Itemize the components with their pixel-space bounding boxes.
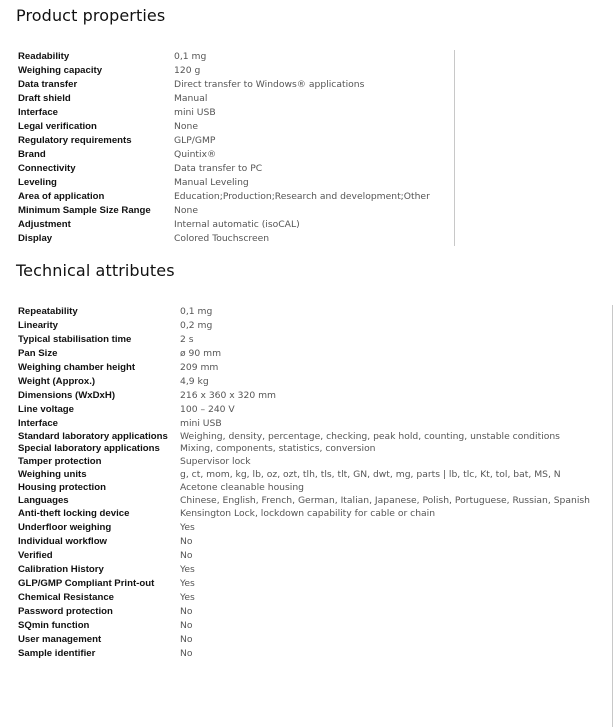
property-value: mini USB	[174, 107, 216, 118]
attribute-label: Dimensions (WxDxH)	[18, 390, 116, 401]
attribute-label: Sample identifier	[18, 648, 96, 659]
attribute-label: User management	[18, 634, 102, 645]
attribute-label: Line voltage	[18, 404, 74, 415]
property-value: GLP/GMP	[174, 135, 216, 146]
table-row	[18, 605, 606, 619]
attribute-label: Weighing chamber height	[18, 362, 136, 373]
table-row	[18, 591, 606, 605]
attribute-label: Calibration History	[18, 564, 104, 575]
attribute-label: Pan Size	[18, 348, 58, 359]
table-row	[18, 120, 454, 134]
table-row	[18, 305, 606, 319]
table-row	[18, 148, 454, 162]
product-table-divider	[454, 50, 455, 246]
attribute-label: Underfloor weighing	[18, 522, 112, 533]
table-row	[18, 577, 606, 591]
table-row	[18, 176, 454, 190]
attribute-label: Languages	[18, 495, 69, 506]
attribute-value: g, ct, mom, kg, lb, oz, ozt, tlh, tls, tlt, GN, dwt, mg, parts | lb, tlc, Kt, tol, bat, MS, N	[180, 469, 561, 481]
attribute-value: No	[180, 536, 193, 547]
attribute-label: Individual workflow	[18, 536, 108, 547]
attribute-label: Standard laboratory applications	[18, 431, 168, 442]
table-row	[18, 507, 606, 521]
table-row	[18, 204, 454, 218]
attribute-value: Yes	[180, 592, 195, 603]
table-row	[18, 232, 454, 246]
attribute-label: Weighing units	[18, 469, 87, 480]
table-row	[18, 521, 606, 535]
table-row	[18, 64, 454, 78]
attribute-value: No	[180, 550, 193, 561]
property-label: Leveling	[18, 177, 57, 188]
attribute-value: Chinese, English, French, German, Italian, Japanese, Polish, Portuguese, Russian, Spanish	[180, 495, 590, 507]
property-value: 0,1 mg	[174, 51, 207, 62]
attribute-label: SQmin function	[18, 620, 90, 631]
table-row	[18, 319, 606, 333]
property-label: Data transfer	[18, 79, 78, 90]
attribute-value: Mixing, components, statistics, conversion	[180, 443, 376, 455]
table-row	[18, 389, 606, 403]
product-properties-table	[18, 50, 454, 246]
attribute-label: Housing protection	[18, 482, 106, 493]
attribute-value: No	[180, 606, 193, 617]
attribute-label: Verified	[18, 550, 53, 561]
table-row	[18, 403, 606, 417]
attribute-value: 4,9 kg	[180, 376, 209, 387]
table-row	[18, 375, 606, 389]
table-row	[18, 106, 454, 120]
attribute-value: 0,1 mg	[180, 306, 213, 317]
table-row	[18, 50, 454, 64]
attribute-value: No	[180, 648, 193, 659]
attribute-value: Acetone cleanable housing	[180, 482, 305, 493]
table-row	[18, 495, 606, 507]
property-label: Area of application	[18, 191, 105, 202]
property-value: Colored Touchscreen	[174, 233, 270, 244]
technical-attributes-table	[18, 305, 606, 661]
property-label: Connectivity	[18, 163, 76, 174]
attribute-value: Supervisor lock	[180, 456, 251, 467]
table-row	[18, 162, 454, 176]
table-row	[18, 431, 606, 443]
attribute-value: 0,2 mg	[180, 320, 213, 331]
property-value: None	[174, 205, 198, 216]
attribute-value: No	[180, 634, 193, 645]
attribute-value: No	[180, 620, 193, 631]
property-label: Weighing capacity	[18, 65, 103, 76]
attribute-label: Anti-theft locking device	[18, 508, 130, 519]
property-label: Regulatory requirements	[18, 135, 132, 146]
table-row	[18, 134, 454, 148]
attribute-value: 2 s	[180, 334, 194, 345]
attribute-value: Yes	[180, 578, 195, 589]
attribute-value: Weighing, density, percentage, checking, peak hold, counting, unstable conditions	[180, 431, 560, 443]
table-row	[18, 535, 606, 549]
table-row	[18, 443, 606, 455]
table-row	[18, 333, 606, 347]
table-row	[18, 549, 606, 563]
technical-table-divider	[612, 305, 613, 727]
table-row	[18, 455, 606, 469]
table-row	[18, 347, 606, 361]
attribute-value: Yes	[180, 564, 195, 575]
property-label: Brand	[18, 149, 46, 160]
property-value: Manual	[174, 93, 208, 104]
table-row	[18, 647, 606, 661]
property-value: Data transfer to PC	[174, 163, 263, 174]
attribute-label: Chemical Resistance	[18, 592, 114, 603]
attribute-value: ø 90 mm	[180, 348, 222, 359]
table-row	[18, 417, 606, 431]
technical-attributes-title: Technical attributes	[16, 261, 175, 280]
property-label: Adjustment	[18, 219, 71, 230]
property-label: Legal verification	[18, 121, 97, 132]
property-value: Quintix®	[174, 149, 217, 160]
attribute-label: Weight (Approx.)	[18, 376, 96, 387]
attribute-label: Password protection	[18, 606, 113, 617]
attribute-value: Kensington Lock, lockdown capability for cable or chain	[180, 508, 436, 519]
attribute-label: Typical stabilisation time	[18, 334, 132, 345]
property-value: None	[174, 121, 198, 132]
table-row	[18, 633, 606, 647]
property-label: Draft shield	[18, 93, 71, 104]
table-row	[18, 218, 454, 232]
attribute-value: 209 mm	[180, 362, 219, 373]
property-label: Interface	[18, 107, 58, 118]
property-value: 120 g	[174, 65, 201, 76]
table-row	[18, 361, 606, 375]
property-label: Display	[18, 233, 53, 244]
table-row	[18, 190, 454, 204]
table-row	[18, 469, 606, 481]
attribute-label: Repeatability	[18, 306, 78, 317]
table-row	[18, 92, 454, 106]
attribute-label: Linearity	[18, 320, 58, 331]
attribute-label: GLP/GMP Compliant Print-out	[18, 578, 155, 589]
table-row	[18, 78, 454, 92]
attribute-value: Yes	[180, 522, 195, 533]
table-row	[18, 563, 606, 577]
table-row	[18, 619, 606, 633]
property-value: Direct transfer to Windows® applications	[174, 79, 365, 90]
property-value: Education;Production;Research and development;Other	[174, 191, 430, 202]
property-label: Minimum Sample Size Range	[18, 205, 151, 216]
attribute-label: Interface	[18, 418, 58, 429]
property-value: Internal automatic (isoCAL)	[174, 219, 300, 230]
attribute-label: Tamper protection	[18, 456, 102, 467]
attribute-value: mini USB	[180, 418, 222, 429]
table-row	[18, 481, 606, 495]
attribute-label: Special laboratory applications	[18, 443, 160, 454]
property-value: Manual Leveling	[174, 177, 249, 188]
attribute-value: 216 x 360 x 320 mm	[180, 390, 276, 401]
product-properties-title: Product properties	[16, 6, 166, 25]
attribute-value: 100 – 240 V	[180, 404, 235, 415]
property-label: Readability	[18, 51, 70, 62]
